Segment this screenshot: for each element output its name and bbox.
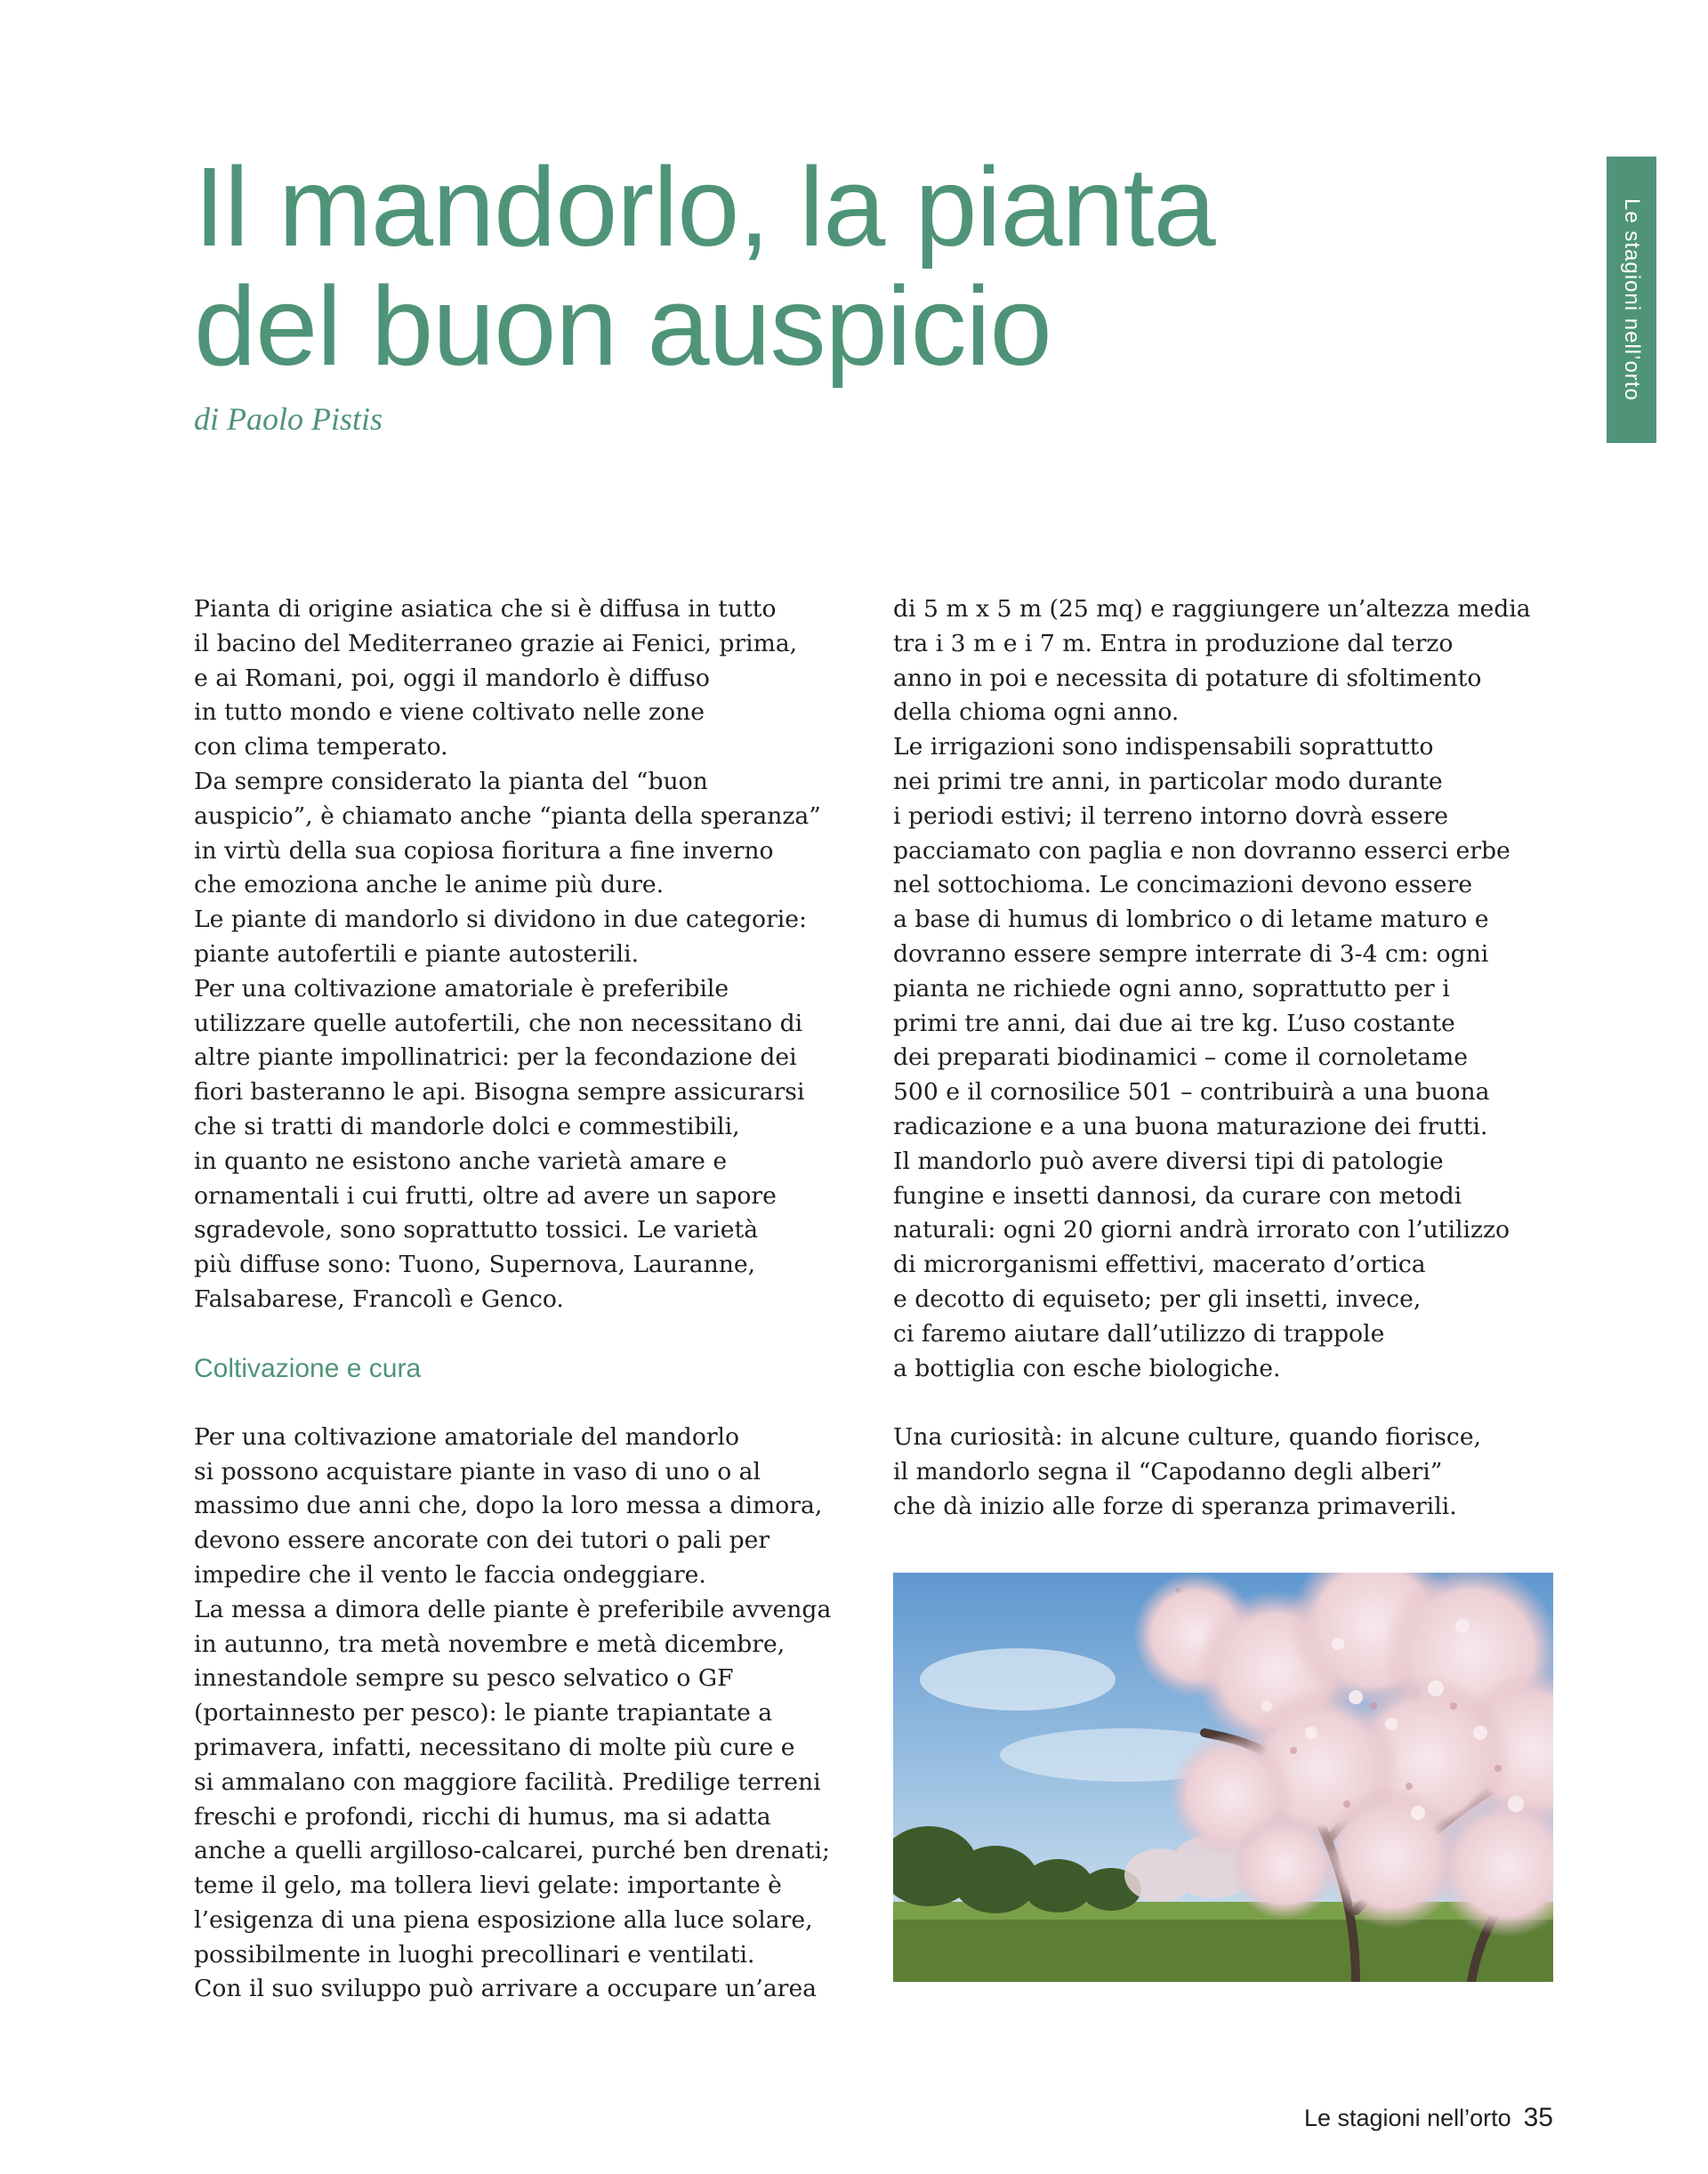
paragraph-planting: La messa a dimora delle piante è preferibile avvenga in autunno, tra metà novembre e metà dicembre, innestandole sempre su pesco selvatico o GF (portainnesto per pesco): le piante trapiantate a primavera, infatti, necessitano di molte più cure e si ammalano con maggiore facilità. Predilige terreni freschi e profondi, ricchi di humus, ma si adatta anche a quelli argilloso-calcarei, purché ben drenati; teme il gelo, ma tollera lievi gelate: importante è l’esigenza di una piena esposizione alla luce solare, possibilmente in luoghi precollinari e ventilati.	[194, 1595, 832, 1969]
paragraph-size-production: di 5 m x 5 m (25 mq) e raggiungere un’altezza media tra i 3 m e i 7 m. Entra in produzione dal terzo anno in poi e necessita di potature di sfoltimento della chioma ogni anno.	[893, 595, 1531, 727]
page-number: 35	[1523, 2103, 1553, 2132]
article-title-line-2: del buon auspicio	[194, 263, 1051, 389]
article-byline: di Paolo Pistis	[194, 401, 383, 437]
footer-section-name: Le stagioni nell’orto	[1303, 2105, 1511, 2131]
paragraph-origin: Pianta di origine asiatica che si è diffusa in tutto il bacino del Mediterraneo grazie ai Fenici, prima, e ai Romani, poi, oggi il mandorlo è diffuso in tutto mondo e viene coltivato nelle zone con clima temperato.	[194, 595, 798, 761]
paragraph-irrigation: Le irrigazioni sono indispensabili soprattutto nei primi tre anni, in particolar modo durante i periodi estivi; il terreno intorno dovrà essere pacciamato con paglia e non dovranno esserci erbe nel sottochioma. Le concimazioni devono essere a base di humus di lombrico o di letame maturo e dovranno essere sempre interrate di 3-4 cm: ogni pianta ne richiede ogni anno, soprattutto per i primi tre anni, dai due ai tre kg. L’uso costante dei preparati biodinamici – come il cornoletame 500 e il cornosilice 501 – contribuirà a una buona radicazione e a una buona maturazione dei frutti.	[893, 733, 1511, 1140]
paragraph-varieties: Per una coltivazione amatoriale è preferibile utilizzare quelle autofertili, che non necessitano di altre piante impollinatrici: per la fecondazione dei fiori basteranno le api. Bisogna sempre assicurarsi che si tratti di mandorle dolci e commestibili, in quanto ne esistono anche varietà amare e ornamentali i cui frutti, oltre ad avere un sapore sgradevole, sono soprattutto tossici. Le varietà più diffuse sono: Tuono, Supernova, Lauranne, Falsabarese, Francolì e Genco.	[194, 974, 805, 1313]
paragraph-good-omen: Da sempre considerato la pianta del “buon auspicio”, è chiamato anche “pianta della speranza” in virtù della sua copiosa fioritura a fine inverno che emoziona anche le anime più dure.	[194, 767, 821, 899]
section-side-tab	[1607, 157, 1656, 443]
paragraph-growth-start: Con il suo sviluppo può arrivare a occupare un’area	[194, 1975, 818, 2003]
right-text-column	[893, 592, 1569, 1525]
paragraph-categories: Le piante di mandorlo si dividono in due categorie: piante autofertili e piante autosterili.	[194, 906, 807, 968]
paragraph-buying-plants: Per una coltivazione amatoriale del mandorlo si possono acquistare piante in vaso di uno o al massimo due anni che, dopo la loro messa a dimora, devono essere ancorate con dei tutori o pali per impedire che il vento le faccia ondeggiare.	[194, 1422, 823, 1589]
page-footer	[1304, 2103, 1553, 2133]
article-title	[194, 144, 1484, 389]
paragraph-pathologies: Il mandorlo può avere diversi tipi di patologie fungine e insetti dannosi, da curare con metodi naturali: ogni 20 giorni andrà irrorato con l’utilizzo di microrganismi effettivi, macerato d’ortica e decotto di equiseto; per gli insetti, invece, ci faremo aiutare dall’utilizzo di trappole a bottiglia con esche biologiche.	[893, 1147, 1511, 1382]
left-text-column	[194, 592, 870, 2007]
almond-blossom-photo	[893, 1573, 1553, 1982]
section-side-tab-label: Le stagioni nell’orto	[1620, 198, 1644, 401]
article-title-line-1: Il mandorlo, la pianta	[194, 144, 1215, 270]
almond-blossom-photo-icon	[893, 1573, 1553, 1982]
subheading-cultivation: Coltivazione e cura	[194, 1353, 422, 1383]
paragraph-curiosity: Una curiosità: in alcune culture, quando fiorisce, il mandorlo segna il “Capodanno degli alberi” che dà inizio alle forze di speranza primaverili.	[893, 1423, 1482, 1520]
